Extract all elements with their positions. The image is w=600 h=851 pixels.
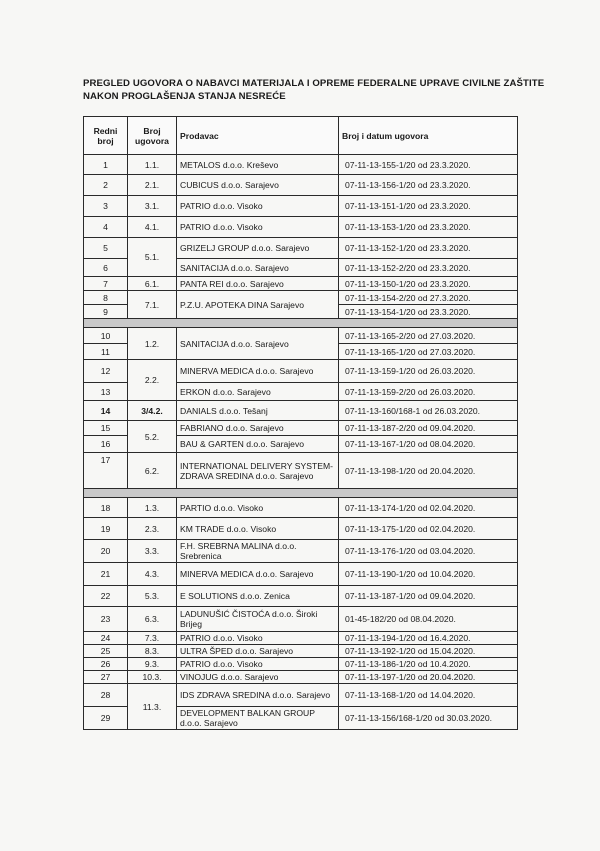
row-number: 8 bbox=[84, 291, 128, 305]
contract-number: 8.3. bbox=[128, 645, 177, 658]
contract-number: 2.1. bbox=[128, 175, 177, 196]
seller: SANITACIJA d.o.o. Sarajevo bbox=[177, 328, 339, 360]
table-row bbox=[84, 360, 518, 383]
table-row bbox=[84, 277, 518, 291]
row-number: 4 bbox=[84, 217, 128, 238]
seller: ULTRA ŠPED d.o.o. Sarajevo bbox=[177, 645, 339, 658]
contract-date: 07-11-13-187-2/20 od 09.04.2020. bbox=[339, 421, 518, 436]
row-number: 22 bbox=[84, 586, 128, 607]
contract-date: 01-45-182/20 od 08.04.2020. bbox=[339, 607, 518, 632]
seller: KM TRADE d.o.o. Visoko bbox=[177, 518, 339, 540]
contract-date: 07-11-13-156/168-1/20 od 30.03.2020. bbox=[339, 707, 518, 730]
contract-date: 07-11-13-159-2/20 od 26.03.2020. bbox=[339, 383, 518, 401]
seller: P.Z.U. APOTEKA DINA Sarajevo bbox=[177, 291, 339, 319]
contract-date: 07-11-13-160/168-1 od 26.03.2020. bbox=[339, 401, 518, 421]
seller: F.H. SREBRNA MALINA d.o.o. Srebrenica bbox=[177, 540, 339, 563]
contract-number: 3.1. bbox=[128, 196, 177, 217]
contract-date: 07-11-13-168-1/20 od 14.04.2020. bbox=[339, 684, 518, 707]
table-row bbox=[84, 607, 518, 632]
contract-date: 07-11-13-155-1/20 od 23.3.2020. bbox=[339, 155, 518, 175]
separator-band bbox=[84, 319, 518, 328]
contract-date: 07-11-13-154-2/20 od 27.3.2020. bbox=[339, 291, 518, 305]
contract-date: 07-11-13-152-2/20 od 23.3.2020. bbox=[339, 259, 518, 277]
seller: LADUNUŠIĆ ČISTOĆA d.o.o. Široki Brijeg bbox=[177, 607, 339, 632]
table-header-row bbox=[84, 117, 518, 155]
row-number: 2 bbox=[84, 175, 128, 196]
row-number: 28 bbox=[84, 684, 128, 707]
seller: PANTA REI d.o.o. Sarajevo bbox=[177, 277, 339, 291]
row-number: 11 bbox=[84, 344, 128, 360]
contract-date: 07-11-13-194-1/20 od 16.4.2020. bbox=[339, 632, 518, 645]
row-number: 13 bbox=[84, 383, 128, 401]
seller: DEVELOPMENT BALKAN GROUP d.o.o. Sarajevo bbox=[177, 707, 339, 730]
contract-number: 3.3. bbox=[128, 540, 177, 563]
table-row bbox=[84, 453, 518, 489]
table-row bbox=[84, 586, 518, 607]
contract-date: 07-11-13-159-1/20 od 26.03.2020. bbox=[339, 360, 518, 383]
row-number: 16 bbox=[84, 436, 128, 453]
seller: IDS ZDRAVA SREDINA d.o.o. Sarajevo bbox=[177, 684, 339, 707]
row-number: 24 bbox=[84, 632, 128, 645]
contracts-table bbox=[83, 116, 518, 730]
contract-date: 07-11-13-165-2/20 od 27.03.2020. bbox=[339, 328, 518, 344]
seller: METALOS d.o.o. Kreševo bbox=[177, 155, 339, 175]
contract-number: 10.3. bbox=[128, 671, 177, 684]
row-number: 26 bbox=[84, 658, 128, 671]
row-number: 29 bbox=[84, 707, 128, 730]
title-line-1: PREGLED UGOVORA O NABAVCI MATERIJALA I OPREME FEDERALNE UPRAVE CIVILNE ZAŠTITE bbox=[83, 78, 545, 89]
contract-date: 07-11-13-153-1/20 od 23.3.2020. bbox=[339, 217, 518, 238]
contract-number: 11.3. bbox=[128, 684, 177, 730]
row-number: 6 bbox=[84, 259, 128, 277]
contract-number: 2.2. bbox=[128, 360, 177, 401]
seller: ERKON d.o.o. Sarajevo bbox=[177, 383, 339, 401]
seller: MINERVA MEDICA d.o.o. Sarajevo bbox=[177, 563, 339, 586]
contract-date: 07-11-13-150-1/20 od 23.3.2020. bbox=[339, 277, 518, 291]
contract-number: 4.1. bbox=[128, 217, 177, 238]
separator-band bbox=[84, 489, 518, 498]
table-row bbox=[84, 658, 518, 671]
row-number: 15 bbox=[84, 421, 128, 436]
contract-number: 1.1. bbox=[128, 155, 177, 175]
seller: MINERVA MEDICA d.o.o. Sarajevo bbox=[177, 360, 339, 383]
seller: PATRIO d.o.o. Visoko bbox=[177, 632, 339, 645]
row-number: 9 bbox=[84, 305, 128, 319]
contract-number: 1.3. bbox=[128, 498, 177, 518]
contract-number: 9.3. bbox=[128, 658, 177, 671]
table-row bbox=[84, 196, 518, 217]
contract-number: 1.2. bbox=[128, 328, 177, 360]
seller: E SOLUTIONS d.o.o. Zenica bbox=[177, 586, 339, 607]
seller: GRIZELJ GROUP d.o.o. Sarajevo bbox=[177, 238, 339, 259]
row-number: 3 bbox=[84, 196, 128, 217]
row-number: 5 bbox=[84, 238, 128, 259]
seller: PATRIO d.o.o. Visoko bbox=[177, 196, 339, 217]
contract-date: 07-11-13-192-1/20 od 15.04.2020. bbox=[339, 645, 518, 658]
contract-date: 07-11-13-197-1/20 od 20.04.2020. bbox=[339, 671, 518, 684]
row-number: 23 bbox=[84, 607, 128, 632]
contract-number: 3/4.2. bbox=[128, 401, 177, 421]
table-row bbox=[84, 563, 518, 586]
seller: BAU & GARTEN d.o.o. Sarajevo bbox=[177, 436, 339, 453]
contract-number: 4.3. bbox=[128, 563, 177, 586]
contract-date: 07-11-13-174-1/20 od 02.04.2020. bbox=[339, 498, 518, 518]
table-row bbox=[84, 518, 518, 540]
contract-date: 07-11-13-175-1/20 od 02.04.2020. bbox=[339, 518, 518, 540]
contract-number: 7.3. bbox=[128, 632, 177, 645]
row-number: 17 bbox=[84, 453, 128, 489]
row-number: 27 bbox=[84, 671, 128, 684]
table-row bbox=[84, 684, 518, 707]
document-title bbox=[83, 78, 563, 103]
contract-date: 07-11-13-152-1/20 od 23.3.2020. bbox=[339, 238, 518, 259]
contract-number: 6.3. bbox=[128, 607, 177, 632]
table-row bbox=[84, 632, 518, 645]
seller: FABRIANO d.o.o. Sarajevo bbox=[177, 421, 339, 436]
seller: VINOJUG d.o.o. Sarajevo bbox=[177, 671, 339, 684]
table-row bbox=[84, 238, 518, 259]
header-broj-datum: Broj i datum ugovora bbox=[339, 117, 518, 155]
contract-date: 07-11-13-154-1/20 od 23.3.2020. bbox=[339, 305, 518, 319]
row-number: 19 bbox=[84, 518, 128, 540]
row-number: 10 bbox=[84, 328, 128, 344]
table-row bbox=[84, 671, 518, 684]
row-number: 14 bbox=[84, 401, 128, 421]
contract-date: 07-11-13-176-1/20 od 03.04.2020. bbox=[339, 540, 518, 563]
row-number: 18 bbox=[84, 498, 128, 518]
contract-number: 5.2. bbox=[128, 421, 177, 453]
header-broj-ugovora: Broj ugovora bbox=[128, 117, 177, 155]
header-prodavac: Prodavac bbox=[177, 117, 339, 155]
contract-date: 07-11-13-198-1/20 od 20.04.2020. bbox=[339, 453, 518, 489]
title-line-2: NAKON PROGLAŠENJA STANJA NESREĆE bbox=[83, 90, 286, 102]
seller: PATRIO d.o.o. Visoko bbox=[177, 658, 339, 671]
table-row bbox=[84, 421, 518, 436]
row-number: 25 bbox=[84, 645, 128, 658]
table-row bbox=[84, 328, 518, 344]
contract-date: 07-11-13-190-1/20 od 10.04.2020. bbox=[339, 563, 518, 586]
seller: PARTIO d.o.o. Visoko bbox=[177, 498, 339, 518]
table-row bbox=[84, 401, 518, 421]
contract-date: 07-11-13-186-1/20 od 10.4.2020. bbox=[339, 658, 518, 671]
contract-number: 5.3. bbox=[128, 586, 177, 607]
contract-number: 6.1. bbox=[128, 277, 177, 291]
table-row bbox=[84, 540, 518, 563]
contract-number: 7.1. bbox=[128, 291, 177, 319]
contract-date: 07-11-13-187-1/20 od 09.04.2020. bbox=[339, 586, 518, 607]
contract-date: 07-11-13-165-1/20 od 27.03.2020. bbox=[339, 344, 518, 360]
seller: PATRIO d.o.o. Visoko bbox=[177, 217, 339, 238]
seller: DANIALS d.o.o. Tešanj bbox=[177, 401, 339, 421]
contract-date: 07-11-13-167-1/20 od 08.04.2020. bbox=[339, 436, 518, 453]
seller: INTERNATIONAL DELIVERY SYSTEM-ZDRAVA SREDINA d.o.o. Sarajevo bbox=[177, 453, 339, 489]
seller: CUBICUS d.o.o. Sarajevo bbox=[177, 175, 339, 196]
section-separator bbox=[84, 489, 518, 498]
contract-date: 07-11-13-151-1/20 od 23.3.2020. bbox=[339, 196, 518, 217]
contract-number: 5.1. bbox=[128, 238, 177, 277]
contract-number: 6.2. bbox=[128, 453, 177, 489]
row-number: 20 bbox=[84, 540, 128, 563]
table-row bbox=[84, 645, 518, 658]
row-number: 1 bbox=[84, 155, 128, 175]
row-number: 12 bbox=[84, 360, 128, 383]
table-row bbox=[84, 155, 518, 175]
table-row bbox=[84, 217, 518, 238]
row-number: 21 bbox=[84, 563, 128, 586]
section-separator bbox=[84, 319, 518, 328]
table-row bbox=[84, 498, 518, 518]
contract-date: 07-11-13-156-1/20 od 23.3.2020. bbox=[339, 175, 518, 196]
contract-number: 2.3. bbox=[128, 518, 177, 540]
seller: SANITACIJA d.o.o. Sarajevo bbox=[177, 259, 339, 277]
header-redni-broj: Redni broj bbox=[84, 117, 128, 155]
table-row bbox=[84, 175, 518, 196]
row-number: 7 bbox=[84, 277, 128, 291]
table-row bbox=[84, 291, 518, 305]
